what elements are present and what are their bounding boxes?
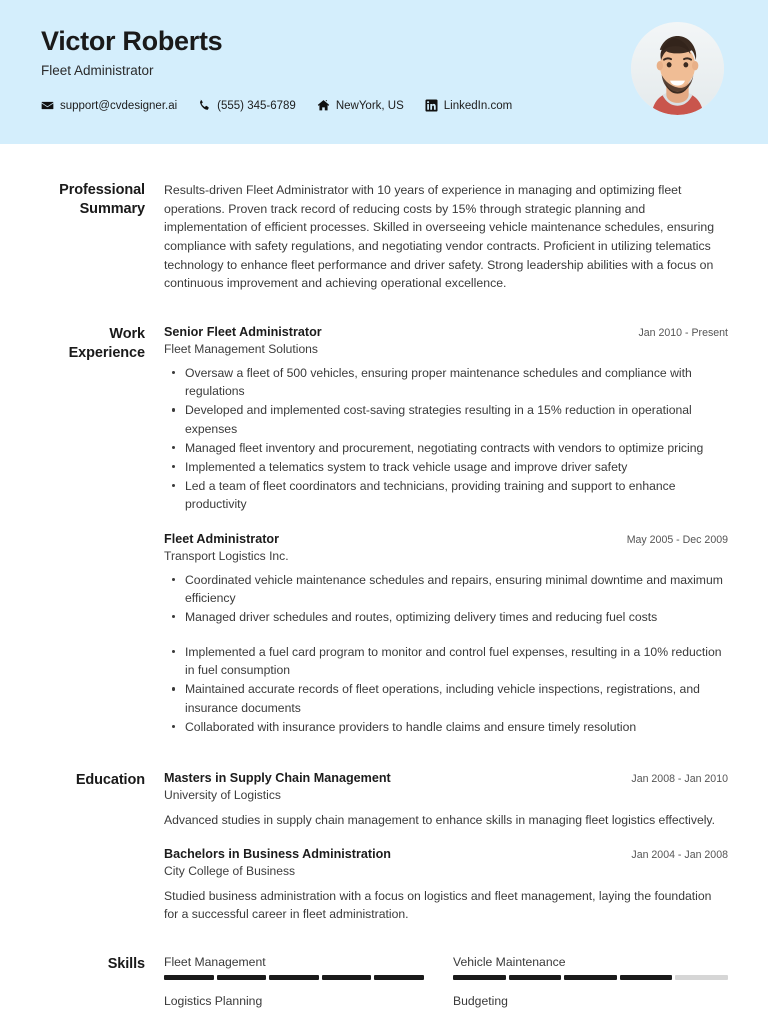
- entry-organization: Transport Logistics Inc.: [164, 548, 289, 563]
- section-label-summary: Professional Summary: [59, 182, 145, 217]
- section-education: [41, 771, 728, 924]
- list-item: Implemented a fuel card program to monitor and control fuel expenses, resulting in a 10% reduction in fuel consumption: [185, 643, 728, 679]
- entry-date: Jan 2010 - Present: [638, 327, 728, 340]
- skill-segment: [675, 975, 728, 980]
- contact-email[interactable]: [41, 99, 177, 112]
- experience-content: [164, 325, 728, 737]
- summary-content: [164, 181, 728, 293]
- entry-date: Jan 2008 - Jan 2010: [631, 772, 728, 785]
- list-item: Maintained accurate records of fleet operations, including vehicle inspections, registrations, and insurance documents: [185, 680, 728, 716]
- skill-level-bar: [164, 975, 424, 980]
- skill-item: [453, 955, 728, 980]
- skills-content: [164, 955, 728, 1014]
- section-professional-summary: [41, 181, 728, 293]
- list-item: Developed and implemented cost-saving strategies resulting in a 15% reduction in operational expenses: [185, 401, 728, 437]
- section-work-experience: [41, 325, 728, 737]
- section-skills: [41, 955, 728, 1014]
- page-title: Victor Roberts: [41, 26, 223, 56]
- skill-item: [164, 994, 424, 1014]
- contact-row: [41, 99, 728, 112]
- skill-segment: [564, 975, 617, 980]
- entry-date: Jan 2004 - Jan 2008: [631, 849, 728, 862]
- entry-title: Masters in Supply Chain Management: [164, 770, 391, 785]
- entry-organization: City College of Business: [164, 864, 296, 879]
- contact-phone-text: (555) 345-6789: [217, 99, 296, 112]
- contact-linkedin[interactable]: [425, 99, 512, 112]
- skill-name: Fleet Management: [164, 954, 266, 969]
- skill-segment: [217, 975, 267, 980]
- section-label-experience: Work Experience: [68, 326, 145, 361]
- skill-segment: [620, 975, 673, 980]
- summary-text: Results-driven Fleet Administrator with 10 years of experience in managing and optimizing fleet operations. Proven track record of reducing costs by 15% through strategic planning and implementation of efficient processes. Skilled in overseeing vehicle maintenance schedules, ensuring compliance with safety regulations, and negotiating vendor contracts. Proficient in utilizing telematics technology to enhance fleet performance and driver safety. Strong leadership abilities with a focus on continuous improvement and achieving operational excellence.: [164, 183, 715, 291]
- education-content: [164, 771, 728, 924]
- skill-segment: [453, 975, 506, 980]
- entry-head: [164, 532, 728, 546]
- list-item: Coordinated vehicle maintenance schedules and repairs, ensuring minimal downtime and maximum efficiency: [185, 571, 728, 607]
- skill-item: [453, 994, 728, 1014]
- education-entry: [164, 771, 728, 829]
- contact-location[interactable]: [317, 99, 404, 112]
- home-icon: [317, 99, 330, 112]
- contact-linkedin-text: LinkedIn.com: [443, 99, 513, 112]
- education-entry: [164, 847, 728, 924]
- entry-title: Fleet Administrator: [164, 531, 279, 546]
- phone-icon: [198, 99, 211, 112]
- list-item: Managed fleet inventory and procurement, negotiating contracts with vendors to optimize pricing: [185, 439, 728, 457]
- entry-head: [164, 771, 728, 785]
- skill-name: Logistics Planning: [164, 993, 263, 1008]
- entry-organization: Fleet Management Solutions: [164, 342, 318, 357]
- entry-description: Advanced studies in supply chain management to enhance skills in managing fleet logistics effectively.: [164, 812, 716, 827]
- skill-item: [164, 955, 424, 980]
- experience-entry: [164, 532, 728, 736]
- linkedin-icon: [425, 99, 438, 112]
- resume-header: [0, 0, 768, 144]
- skills-grid: [164, 955, 728, 1014]
- contact-location-text: NewYork, US: [335, 99, 404, 112]
- skill-segment: [322, 975, 372, 980]
- skill-segment: [374, 975, 424, 980]
- skill-segment: [269, 975, 319, 980]
- avatar: [631, 22, 724, 115]
- entry-head: [164, 847, 728, 861]
- list-item: Collaborated with insurance providers to handle claims and ensure timely resolution: [185, 718, 728, 736]
- contact-phone[interactable]: [198, 99, 296, 112]
- entry-bullet-list: [164, 364, 728, 513]
- job-title: Fleet Administrator: [41, 63, 154, 79]
- skill-segment: [509, 975, 562, 980]
- section-label-education: Education: [75, 771, 145, 788]
- skill-segment: [164, 975, 214, 980]
- list-item: Led a team of fleet coordinators and technicians, providing training and support to enhance productivity: [185, 477, 728, 513]
- skill-level-bar: [453, 975, 728, 980]
- entry-title: Senior Fleet Administrator: [164, 325, 322, 340]
- resume-body: [0, 181, 768, 1014]
- list-item: Managed driver schedules and routes, optimizing delivery times and reducing fuel costs: [185, 608, 728, 626]
- entry-date: May 2005 - Dec 2009: [626, 533, 728, 546]
- contact-email-text: support@cvdesigner.ai: [60, 99, 178, 112]
- skill-name: Budgeting: [453, 993, 508, 1008]
- entry-head: [164, 325, 728, 339]
- experience-entry: [164, 325, 728, 513]
- section-label-skills: Skills: [107, 955, 145, 972]
- entry-description: Studied business administration with a focus on logistics and fleet management, laying the foundation for a successful career in fleet administration.: [164, 889, 712, 922]
- skill-name: Vehicle Maintenance: [453, 954, 566, 969]
- list-item: Implemented a telematics system to track vehicle usage and improve driver safety: [185, 458, 728, 476]
- entry-bullet-list: [164, 571, 728, 736]
- email-icon: [41, 99, 54, 112]
- list-item: Oversaw a fleet of 500 vehicles, ensuring proper maintenance schedules and compliance with regulations: [185, 364, 728, 400]
- entry-organization: University of Logistics: [164, 787, 281, 802]
- entry-title: Bachelors in Business Administration: [164, 847, 391, 862]
